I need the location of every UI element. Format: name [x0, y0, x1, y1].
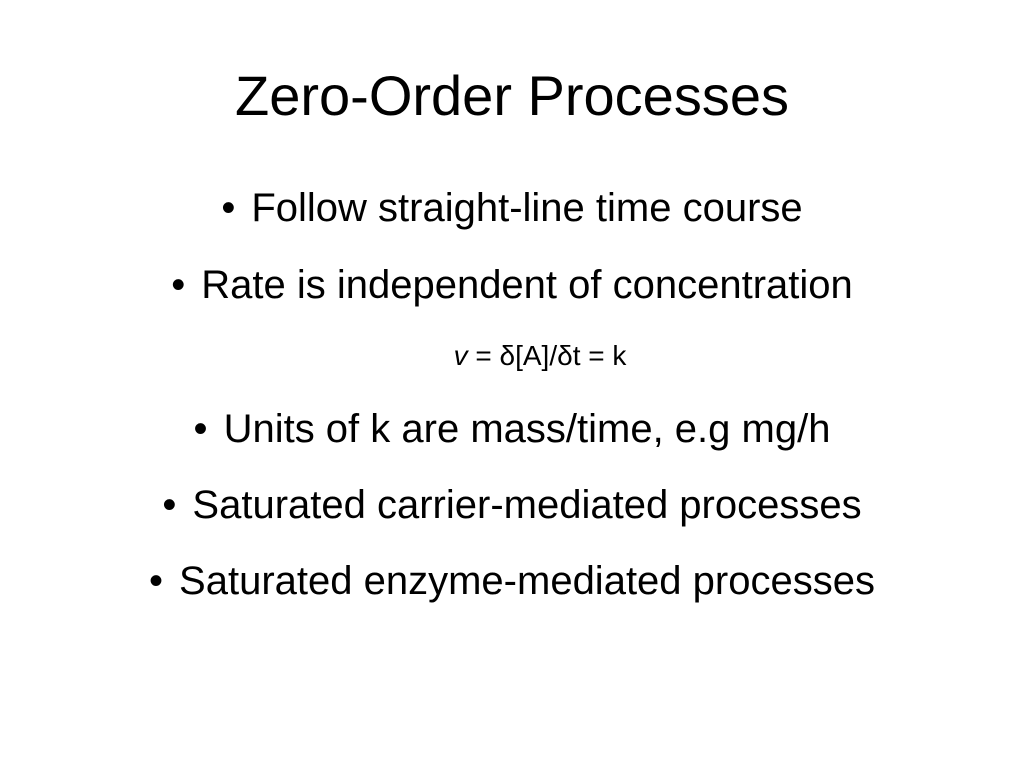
bullet-text: Follow straight-line time course: [251, 186, 803, 230]
bullet-item: [0, 405, 1024, 453]
bullet-item: [0, 557, 1024, 605]
bullet-item: [0, 481, 1024, 529]
bullet-item: [0, 184, 1024, 232]
formula-expression: = δ[A]/δt = k: [467, 340, 627, 371]
formula-variable: v: [453, 340, 468, 371]
bullet-text: Saturated carrier-mediated processes: [192, 483, 862, 527]
bullet-text: Units of k are mass/time, e.g mg/h: [223, 407, 831, 451]
bullet-item: [0, 261, 1024, 309]
slide-title: Zero-Order Processes: [235, 64, 789, 127]
bullet-icon: •: [193, 407, 208, 451]
bullet-icon: •: [171, 263, 186, 307]
bullet-icon: •: [221, 186, 236, 230]
bullet-text: Rate is independent of concentration: [201, 263, 853, 307]
bullet-icon: •: [162, 483, 177, 527]
bullet-icon: •: [149, 559, 164, 603]
rate-formula: [0, 338, 1024, 374]
bullet-text: Saturated enzyme-mediated processes: [179, 559, 875, 603]
